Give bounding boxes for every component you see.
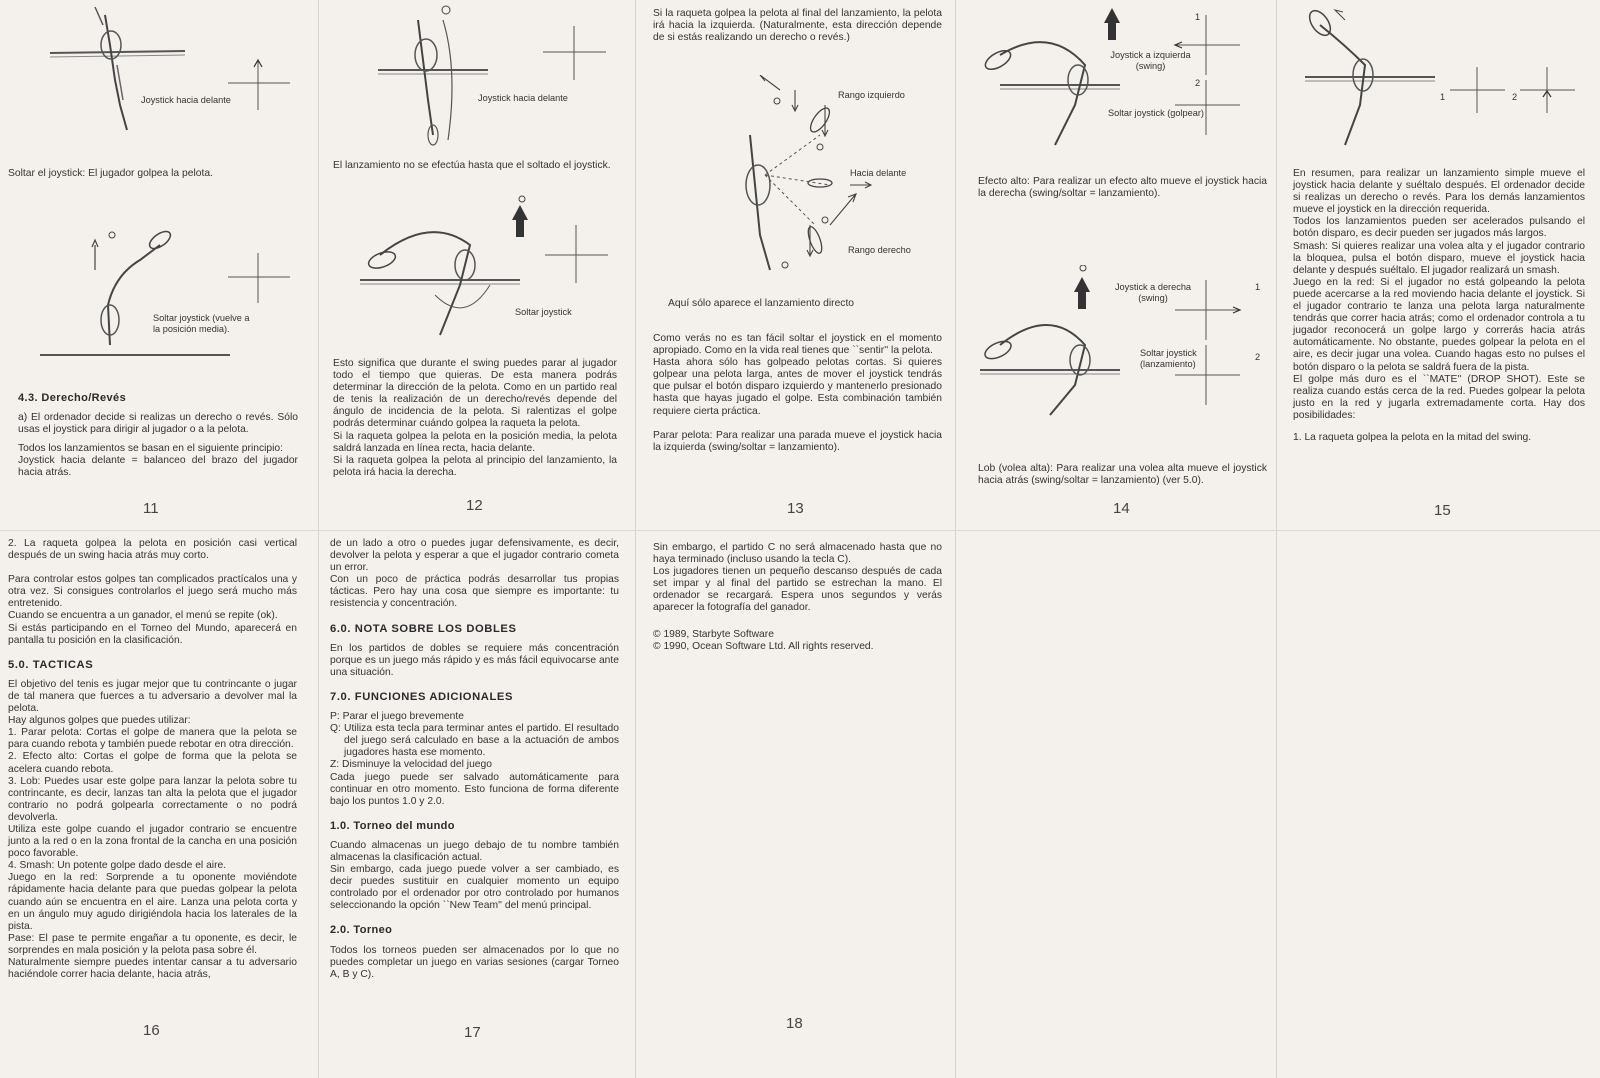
function-item: P: Parar el juego brevemente (330, 711, 464, 723)
paragraph: Con un poco de práctica podrás desarrollar tus propias tácticas. Pero hay una cosa que siempre es importante: tu resistencia y concentración. (330, 574, 619, 610)
page-text (970, 455, 1275, 502)
tennis-player-figure (980, 5, 1270, 155)
paragraph: Cuando se encuentra a un ganador, el menú se repite (ok). (8, 610, 278, 622)
figure-label: 2 (1255, 352, 1261, 362)
figure-label: 1 (1440, 92, 1446, 102)
page-number: 11 (143, 500, 159, 517)
figure-caption: Joystick hacia delante (141, 95, 231, 105)
page-number: 17 (464, 1024, 481, 1041)
paragraph: Hasta ahora sólo has golpeado pelotas cortas. Si quieres golpear una pelota larga, antes de mover el joystick tendrás que pulsar el botón disparo izquierdo y mantenerlo presionado hasta que hayas jugado el golpe. Esta combinación también requiere cierta práctica. (653, 357, 942, 417)
fold-line (1276, 0, 1277, 1078)
page-number: 16 (143, 1022, 160, 1039)
figure-label: Rango derecho (848, 245, 911, 255)
function-item: Z: Disminuye la velocidad del juego (330, 759, 492, 771)
figure-label: Soltar joystick (golpear) (1108, 108, 1204, 118)
figure-label: Joystick a izquierda (swing) (1110, 50, 1191, 71)
paragraph: Joystick hacia delante = balanceo del brazo del jugador hacia atrás. (18, 455, 298, 479)
page-text (645, 534, 950, 674)
figure-label: Soltar joystick (lanzamiento) (1140, 348, 1197, 369)
fold-line (955, 0, 956, 1078)
page-text (325, 350, 625, 495)
paragraph: En los partidos de dobles se requiere más concentración porque es un juego más rápido y es más fácil equivocarse ante una situación. (330, 642, 619, 678)
paragraph: Todos los torneos pueden ser almacenados por lo que no puedes completar un juego en varias sesiones (cargar Torneo A, B y C). (330, 944, 619, 980)
paragraph: de un lado a otro o puedes jugar defensivamente, es decir, devolver la pelota y esperar a que el jugador contrario cometa un error. (330, 538, 619, 574)
section-heading: 7.0. FUNCIONES ADICIONALES (330, 690, 514, 703)
page-text (1285, 160, 1593, 500)
page-text (0, 160, 305, 195)
paragraph: Todos los lanzamientos pueden ser acelerados pulsando el botón disparo, es decir pueden ser jugados más largos. (1293, 216, 1585, 240)
paragraph: Esto significa que durante el swing puedes parar al jugador todo el tiempo que quieras. De esta manera podrás determinar la dirección de la pelota. Como en un partido real de tenis la realización de un derecho/revés depende del ángulo de incidencia de la pelota. Si ralentizas el golpe podrás determinar cuándo golpea la raqueta la pelota. (333, 358, 617, 430)
paragraph: Pase: El pase te permite engañar a tu oponente, es decir, le sorprendes en mala posición y la pelota pasa sobre él. (8, 932, 297, 956)
page-text (660, 290, 950, 325)
section-heading: 1.0. Torneo del mundo (330, 819, 455, 832)
paragraph: Si la raqueta golpea la pelota al final del lanzamiento, la pelota irá hacia la izquierda. (Naturalmente, esta dirección depende de si estás realizando un derecho o revés.) (653, 8, 942, 44)
page-number: 15 (1434, 502, 1451, 519)
figure-caption: Soltar joystick (vuelve a la posición media). (153, 313, 250, 334)
paragraph: 3. Lob: Puedes usar este golpe para lanzar la pelota sobre tu contrincante, es decir, lanzas tan alta la pelota que el jugador contrario no podrá golpearla correctamente o no podrá devolverla. (8, 775, 297, 823)
paragraph: Sin embargo, el partido C no será almacenado hasta que no haya terminado (incluso usando la tecla C). (653, 542, 942, 566)
paragraph: Naturalmente siempre puedes intentar cansar a tu adversario haciéndole correr hacia delante, hacia atrás, (8, 957, 297, 981)
tennis-player-figure (360, 195, 620, 345)
paragraph: El golpe más duro es el ``MATE'' (DROP SHOT). Este se realiza cuando estás cerca de la red. Puedes golpear la pelota justo en la red y jugarla extremadamente corta. Hay dos posibilidades: (1293, 373, 1585, 421)
page-text (0, 530, 305, 1010)
tennis-player-figure (1305, 5, 1590, 155)
paragraph: Si estás participando en el Torneo del Mundo, aparecerá en pantalla tu posición en la clasificación. (8, 622, 297, 646)
paragraph: Smash: Si quieres realizar una volea alta y el jugador contrario la bloquea, pulsa el botón disparo, mueve el joystick hacia delante y después suéltalo. El jugador realizará un smash. (1293, 240, 1585, 276)
paragraph: El lanzamiento no se efectúa hasta que el soltado el joystick. (333, 160, 611, 171)
paragraph: Cada juego puede ser salvado automáticamente para continuar en otro momento. Esto funciona de forma diferente bajo los puntos 1.0 y 2.0. (330, 771, 619, 807)
paragraph: Lob (volea alta): Para realizar una volea alta mueve el joystick hacia atrás (swing/soltar = lanzamiento) (ver 5.0). (978, 463, 1267, 487)
section-heading: 2.0. Torneo (330, 924, 393, 937)
paragraph: Si la raqueta golpea la pelota en la posición media, la pelota saldrá lanzada en línea recta, hacia delante. (333, 430, 617, 454)
section-heading: 5.0. TACTICAS (8, 658, 94, 671)
paragraph: Como verás no es tan fácil soltar el joystick en el momento apropiado. Como en la vida real tienes que ``sentir'' la pelota. (653, 333, 942, 357)
copyright-line: © 1989, Starbyte Software (653, 628, 774, 640)
page-number: 18 (786, 1015, 803, 1032)
figure-label: 1 (1255, 282, 1261, 292)
figure-label: 1 (1195, 12, 1201, 22)
page-text (10, 380, 306, 490)
page-text (325, 152, 625, 187)
page-text (645, 325, 950, 495)
paragraph: Parar pelota: Para realizar una parada mueve el joystick hacia la izquierda (swing/soltar = lanzamiento). (653, 429, 942, 453)
paragraph: El objetivo del tenis es jugar mejor que tu contrincante o jugar de tal manera que fuerces a tu adversario a devolver mal la pelota. (8, 678, 297, 715)
tennis-player-figure (40, 225, 300, 365)
paragraph: Los jugadores tienen un pequeño descanso después de cada set impar y al final del partido se estrechan la mano. El ordenador se recargará. Espera unos segundos y verás aparecer la fotografía del ganador. (653, 566, 942, 614)
tennis-player-figure (45, 5, 305, 135)
paragraph: Soltar el joystick: El jugador golpea la pelota. (8, 168, 213, 179)
figure-label: 2 (1512, 92, 1518, 102)
page-number: 13 (787, 500, 804, 517)
paragraph: a) El ordenador decide si realizas un derecho o revés. Sólo usas el joystick para dirigir al jugador o a la pelota. (18, 412, 298, 436)
figure-label: Joystick a derecha (swing) (1114, 282, 1192, 303)
paragraph: Juego en la red: Si el jugador no está golpeando la pelota puede acercarse a la red moviendo hacia delante el joystick. Si el jugador contrario te lanza una pelota larga naturalmente tendrás que correr hacia atrás; como el ordenador controla a tu jugador reconocerá un golpe largo y correrás hacia atrás automáticamente. No obstante, puedes golpear la pelota en el aire, es decir jugar una volea. Cuando hagas esto no pulses el botón disparo o la pelota se saldrá fuera de la pista. (1293, 276, 1585, 373)
page-number: 12 (466, 497, 483, 514)
copyright-line: © 1990, Ocean Software Ltd. All rights reserved. (653, 640, 874, 652)
page-text (970, 168, 1275, 215)
function-item: Q: Utiliza esta tecla para terminar antes el partido. El resultado del juego será calculado en base a la actuación de ambos jugadores hasta ese momento. (330, 723, 619, 759)
fold-line (318, 0, 319, 1078)
paragraph: Efecto alto: Para realizar un efecto alto mueve el joystick hacia la derecha (swing/soltar = lanzamiento). (978, 176, 1267, 200)
tennis-player-figure (378, 0, 618, 150)
paragraph: Todos los lanzamientos se basan en el siguiente principio: (18, 443, 284, 455)
paragraph: Juego en la red: Sorprende a tu oponente moviéndote rápidamente hacia delante para que puedas golpear la pelota cuando aún se encuentra en el aire. Lanza una pelota corta y en un ángulo muy agudo dirigiéndola hacia los laterales de la pista. (8, 872, 297, 932)
figure-label: Rango izquierdo (838, 90, 905, 100)
paragraph: En resumen, para realizar un lanzamiento simple mueve el joystick hacia delante y suéltalo después. El ordenador decide si realizas un derecho o revés. Para los demás lanzamientos mueve el joystick en la dirección requerida. (1293, 168, 1585, 216)
figure-caption: Soltar joystick (515, 307, 572, 317)
fold-line (635, 0, 636, 1078)
paragraph: Aquí sólo aparece el lanzamiento directo (668, 298, 855, 309)
paragraph: Sin embargo, cada juego puede volver a ser cambiado, es decir puedes sustituir en cualquier momento un equipo controlado por el ordenador por otro controlado por humanos seleccionando la opción ``New Team'' del menú principal. (330, 864, 619, 912)
figure-label: 2 (1195, 78, 1201, 88)
paragraph: 4. Smash: Un potente golpe dado desde el aire. (8, 860, 227, 872)
paragraph: 2. Efecto alto: Cortas el golpe de forma que la pelota se acelera cuando rebota. (8, 751, 297, 775)
paragraph: 1. La raqueta golpea la pelota en la mitad del swing. (1293, 431, 1532, 443)
page-text (645, 0, 950, 59)
paragraph: 2. La raqueta golpea la pelota en posición casi vertical después de un swing hacia atrás muy corto. (8, 538, 297, 562)
page-text (322, 530, 627, 1015)
section-heading: 6.0. NOTA SOBRE LOS DOBLES (330, 622, 517, 635)
paragraph: Utiliza este golpe cuando el jugador contrario se encuentre junto a la red o en la zona frontal de la cancha en una posición poco favorable. (8, 823, 297, 860)
page-number: 14 (1113, 500, 1130, 517)
section-heading: 4.3. Derecho/Revés (18, 392, 127, 404)
figure-caption: Joystick hacia delante (478, 93, 568, 103)
paragraph: Si la raqueta golpea la pelota al principio del lanzamiento, la pelota irá hacia la derecha. (333, 454, 617, 478)
figure-label: Hacia delante (850, 168, 907, 178)
paragraph: Hay algunos golpes que puedes utilizar: (8, 715, 191, 727)
paragraph: Para controlar estos golpes tan complicados practícalos una y otra vez. Si consigues controlarlos el juego será mucho más entretenido. (8, 574, 297, 610)
paragraph: Cuando almacenas un juego debajo de tu nombre también almacenas la clasificación actual. (330, 839, 619, 863)
paragraph: 1. Parar pelota: Cortas el golpe de manera que la pelota se para cuando rebota y también puede rebotar en otra dirección. (8, 727, 297, 751)
